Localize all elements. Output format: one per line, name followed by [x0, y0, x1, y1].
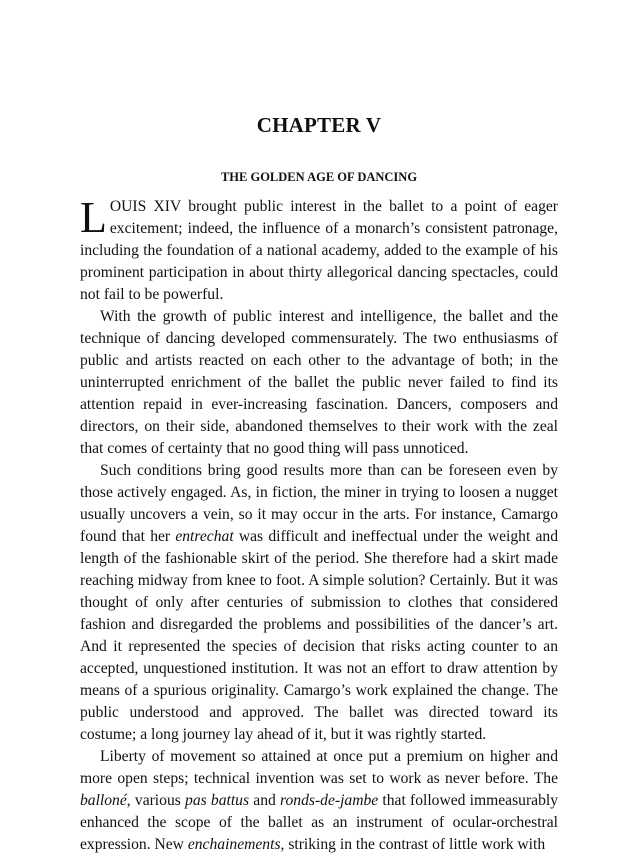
- chapter-body: [80, 193, 559, 856]
- paragraph-4-text-e: , striking in the contrast of little work with: [280, 836, 546, 853]
- paragraph-1-text: OUIS XIV brought public interest in the ballet to a point of eager excitement; indeed, the influence of a monarch’s consistent patronage, including the foundation of a national academy, added to the example of his prominent participation in about thirty allegorical dancing spectacles, could not fail to be powerful.: [80, 198, 558, 303]
- paragraph-1: [80, 193, 558, 306]
- paragraph-4-text-b: , various: [126, 792, 186, 809]
- paragraph-4-text-c: and: [249, 792, 281, 809]
- drop-cap: L: [80, 193, 107, 242]
- italic-term-enchainements: enchainements: [187, 836, 281, 853]
- italic-term-ronds-de-jambe: ronds-de-jambe: [280, 792, 379, 809]
- chapter-title: CHAPTER V: [256, 113, 382, 137]
- paragraph-3-text-b: was difficult and ineffectual under the weight and length of the fashionable skirt of the period. She therefore had a skirt made reaching midway from knee to foot. A simple solution? Certainly. But it was thought of only after centuries of submission to clothes that considered fashion and disregarded the problems and possibilities of the dancer’s art. And it represented the species of decision that risks acting counter to an accepted, unquestioned institution. It was not an effort to draw attention by means of a spurious originality. Camargo’s work explained the change. The public understood and approved. The ballet was directed toward its costume; a long journey lay ahead of it, but it was rightly started.: [80, 528, 559, 743]
- paragraph-3: [80, 460, 558, 746]
- italic-term-pas-battus: pas battus: [185, 792, 250, 809]
- paragraph-4-text-d: that followed immeasurably enhanced the scope of the ballet as an instrument of ocular-orchestral expression. New: [80, 792, 559, 853]
- paragraph-3-text-a: Such conditions bring good results more than can be foreseen even by those actively engaged. As, in fiction, the miner in trying to loosen a nugget usually uncovers a vein, so it may occur in the arts. For instance, Camargo found that her: [80, 462, 558, 545]
- paragraph-4-text-a: Liberty of movement so attained at once put a premium on higher and more open steps; technical invention was set to work as never before. The: [80, 748, 558, 787]
- chapter-subtitle: THE GOLDEN AGE OF DANCING: [220, 170, 418, 184]
- paragraph-2: With the growth of public interest and intelligence, the ballet and the technique of dancing developed commensurately. The two enthusiasms of public and artists reacted on each other to the advantage of both; in the uninterrupted enrichment of the ballet the public never failed to find its attention repaid in ever-increasing fascination. Dancers, composers and directors, on their side, abandoned themselves to their work with the zeal that comes of certainty that no good thing will pass unnoticed.: [80, 308, 558, 457]
- book-page: [80, 0, 559, 853]
- italic-term-ballone: balloné: [80, 792, 127, 809]
- paragraph-4: [80, 746, 558, 856]
- italic-term-entrechat: entrechat: [175, 528, 234, 545]
